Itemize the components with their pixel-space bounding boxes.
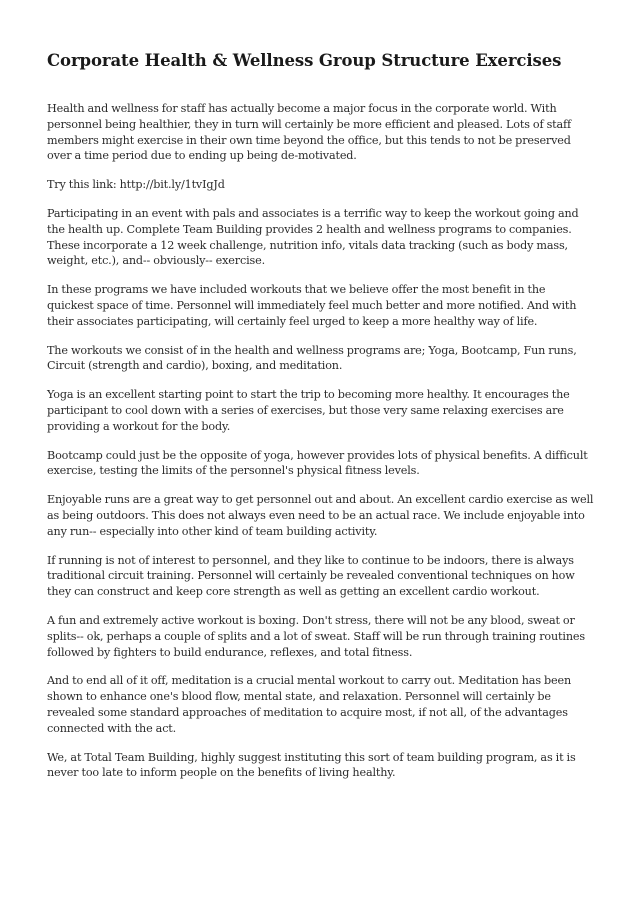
paragraph-yoga: Yoga is an excellent starting point to start the trip to becoming more healthy. It encourages the participant to cool down with a series of exercises, but those very same relaxing exercises are providing a workout for the body. (47, 388, 570, 433)
document-title: Corporate Health & Wellness Group Structure Exercises (47, 51, 562, 70)
paragraph-fun-runs: Enjoyable runs are a great way to get personnel out and about. An excellent cardio exercise as well as being outdoors. This does not always even need to be an actual race. We include enjoyable into any run-- especially into other kind of team building activity. (47, 493, 594, 538)
paragraph-conclusion: We, at Total Team Building, highly suggest instituting this sort of team building program, as it is never too late to inform people on the benefits of living healthy. (47, 750, 576, 780)
paragraph-boxing: A fun and extremely active workout is boxing. Don't stress, there will not be any blood, sweat or splits-- ok, perhaps a couple of splits and a lot of sweat. Staff will be run through training routines followed by fighters to build endurance, reflexes, and total fitness. (47, 613, 585, 659)
paragraph-bootcamp: Bootcamp could just be the opposite of yoga, however provides lots of physical benefits. A difficult exercise, testing the limits of the personnel's physical fitness levels. (47, 448, 588, 478)
paragraph-intro: Health and wellness for staff has actually become a major focus in the corporate world. With personnel being healthier, they in turn will certainly be more efficient and pleased. Lots of staff members might exercise in their own time beyond the office, but this tends to not be preserved over a time period due to ending up being de-motivated. (47, 102, 572, 163)
document-page (47, 50, 595, 794)
paragraph-events: Participating in an event with pals and associates is a terrific way to keep the workout going and the health up. Complete Team Building provides 2 health and wellness programs to companies. These incorporate a 12 week challenge, nutrition info, vitals data tracking (such as body mass, weight, etc.), and-- obviously-- exercise. (47, 206, 579, 268)
paragraph-meditation: And to end all of it off, meditation is a crucial mental workout to carry out. Meditation has been shown to enhance one's blood flow, mental state, and relaxation. Personnel will certainly be revealed some standard approaches of meditation to acquire most, if not all, of the advantages connected with the act. (47, 674, 572, 735)
paragraph-workout-list: The workouts we consist of in the health and wellness programs are; Yoga, Bootcamp, Fun runs, Circuit (strength and cardio), boxing, and meditation. (47, 343, 577, 373)
paragraph-programs: In these programs we have included workouts that we believe offer the most benefit in the quickest space of time. Personnel will immediately feel much better and more notified. And with their associates participating, will certainly feel urged to keep a more healthy way of life. (47, 283, 577, 328)
paragraph-link: Try this link: http://bit.ly/1tvIgJd (47, 178, 225, 192)
paragraph-circuit: If running is not of interest to personnel, and they like to continue to be indoors, there is always traditional circuit training. Personnel will certainly be revealed conventional techniques on how they can construct and keep core strength as well as getting an excellent cardio workout. (47, 553, 575, 599)
